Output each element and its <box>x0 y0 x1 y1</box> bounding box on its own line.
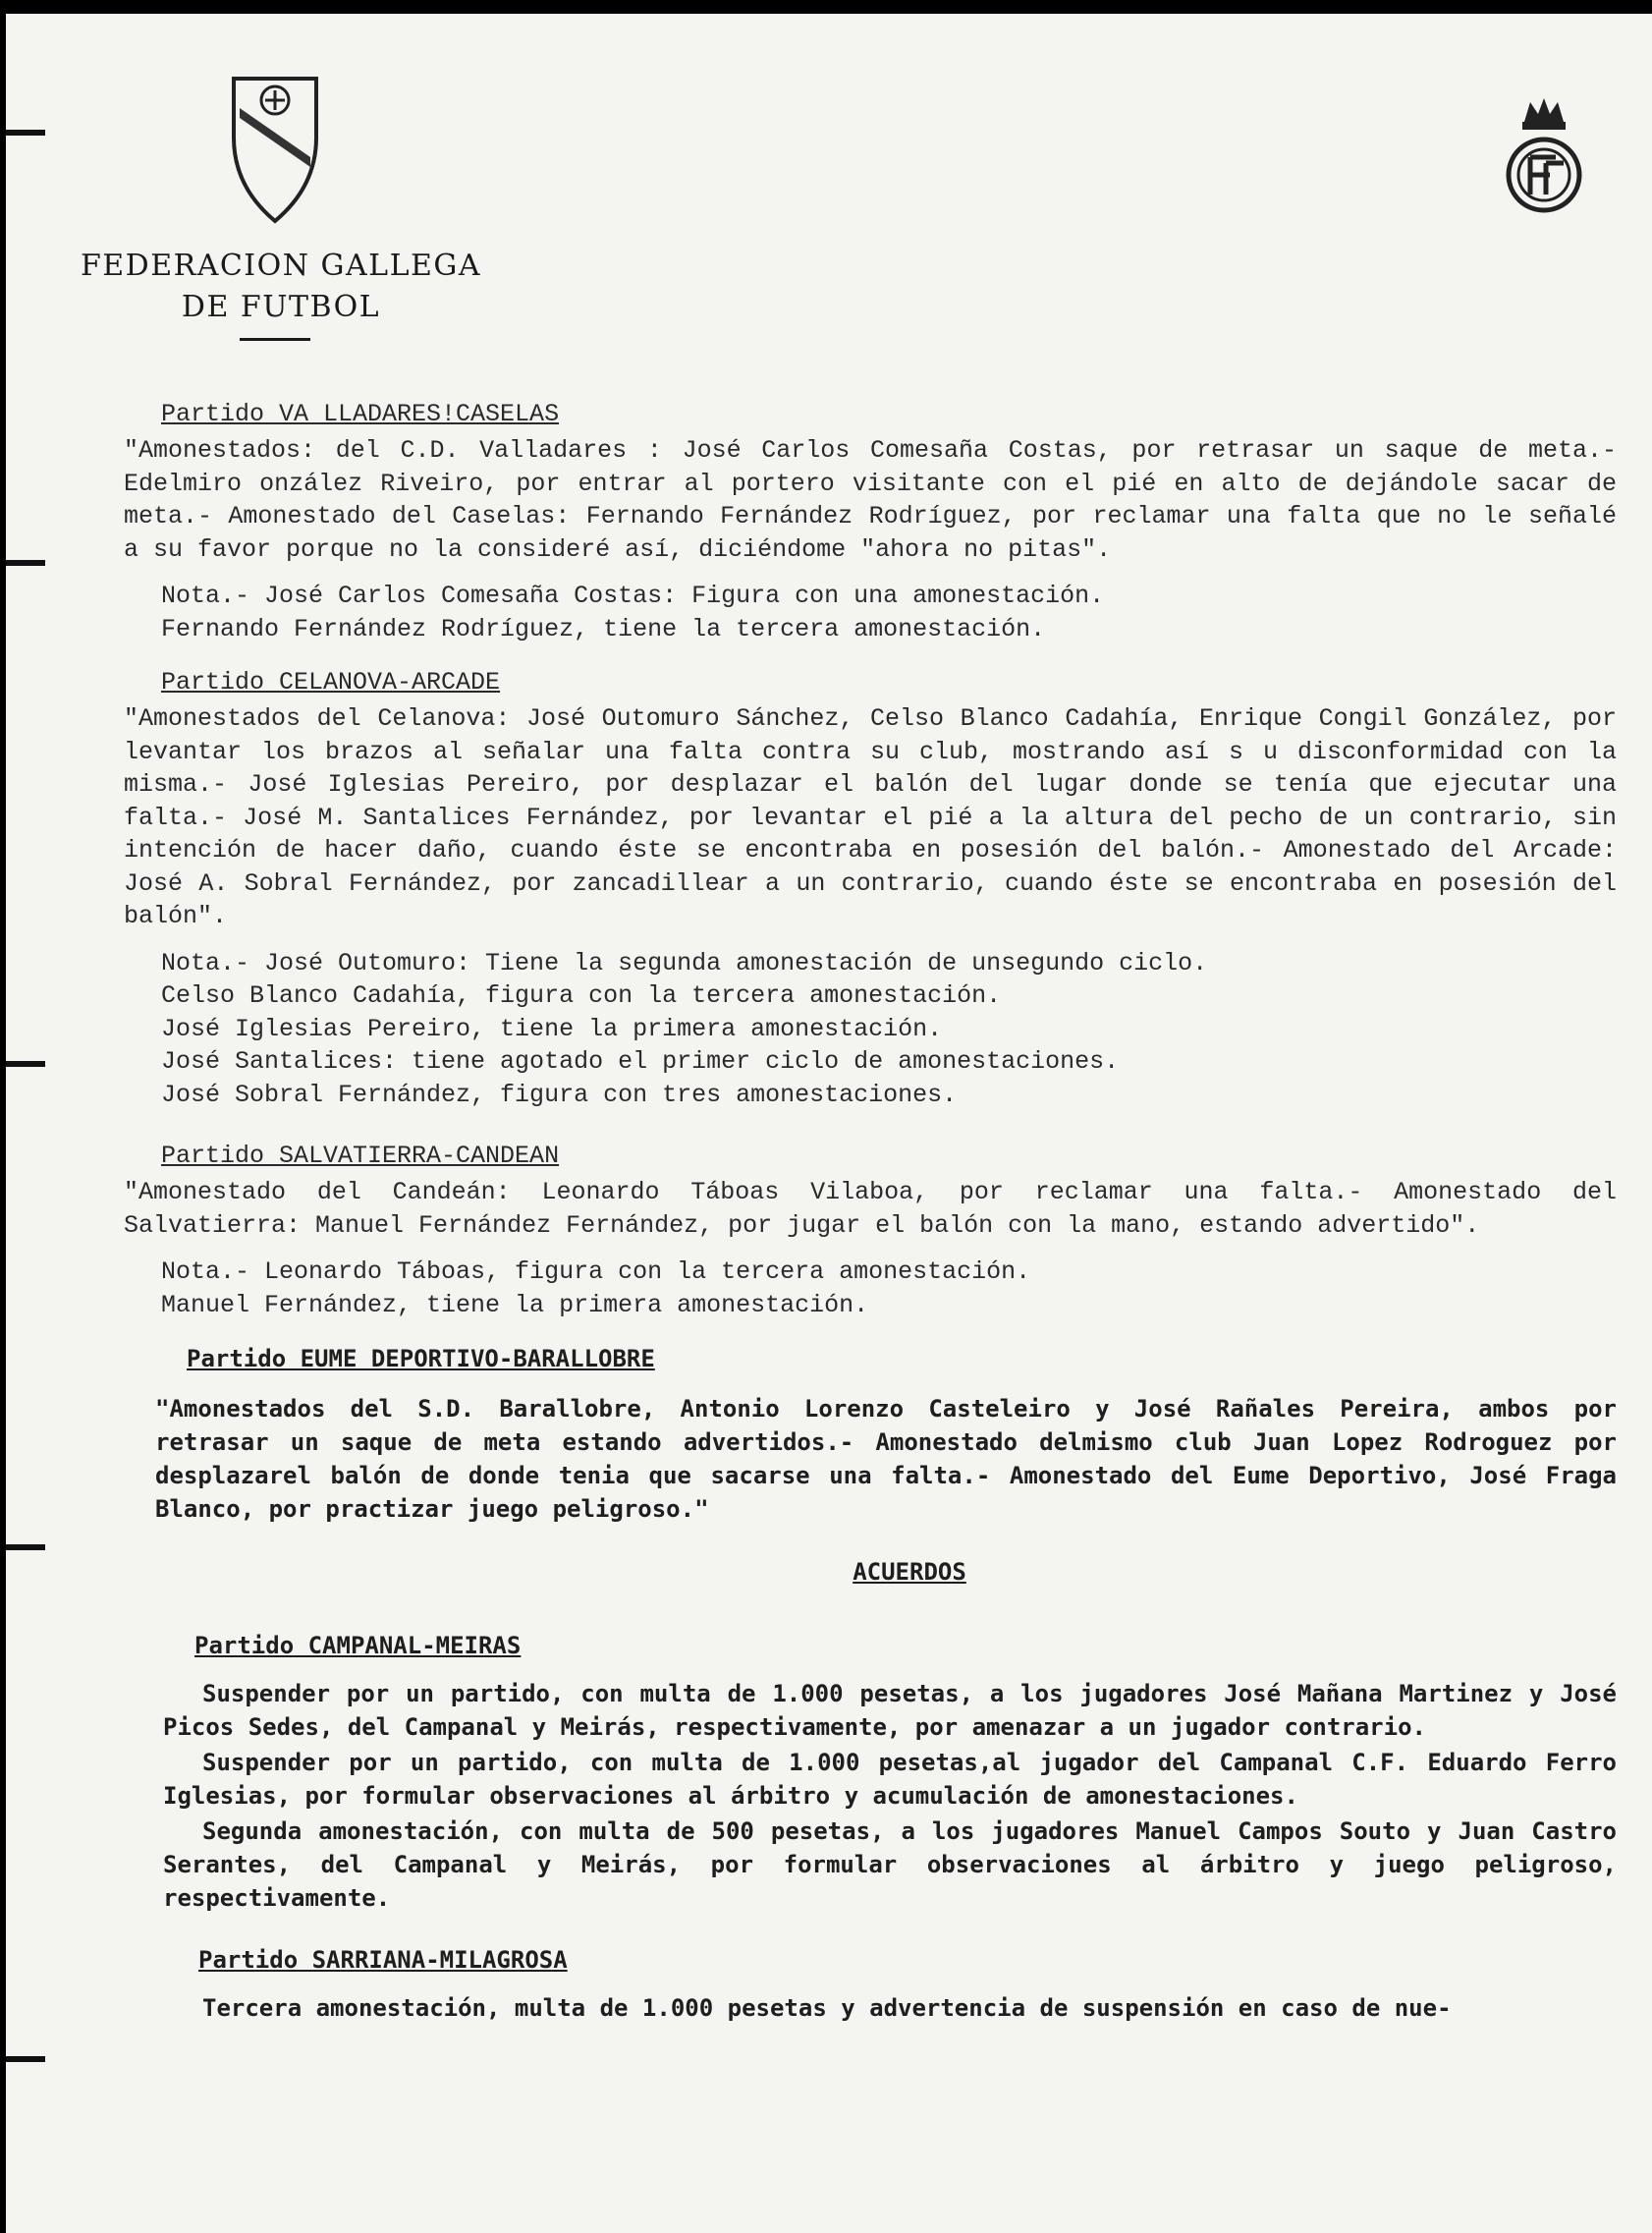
binder-hole <box>6 2056 45 2062</box>
acuerdo-paragraph: Segunda amonestación, con multa de 500 pesetas, a los jugadores Manuel Campos Souto y Juan Castro Serantes, del Campanal y Meirás, por formular observaciones al árbitro y juego peligroso, respectivamente. <box>163 1817 1617 1912</box>
acuerdo-paragraph: Suspender por un partido, con multa de 1.000 pesetas, a los jugadores José Mañana Martinez y José Picos Sedes, del Campanal y Meirás, respectivamente, por amenazar a un jugador contrario. <box>163 1680 1617 1741</box>
section-salvatierra-candean <box>124 1139 1617 1321</box>
federation-name <box>75 246 487 328</box>
binder-hole <box>6 1061 45 1067</box>
binder-hole <box>6 560 45 566</box>
acuerdo-title: Partido CAMPANAL-MEIRAS <box>194 1632 522 1659</box>
federation-shield-logo <box>226 69 324 226</box>
document-page <box>6 14 1652 2233</box>
federation-name-line1: FEDERACION GALLEGA <box>80 249 482 283</box>
note-line: Manuel Fernández, tiene la primera amonestación. <box>161 1290 869 1319</box>
note-line: Celso Blanco Cadahía, figura con la tercera amonestación. <box>161 981 1002 1010</box>
note-line: Nota.- José Carlos Comesaña Costas: Figura con una amonestación. <box>161 582 1105 610</box>
typed-section-bold <box>124 1341 1617 2025</box>
document-body <box>124 397 1617 2025</box>
section-text: "Amonestado del Candeán: Leonardo Táboas Vilaboa, por reclamar una falta.- Amonestado del Salvatierra: Manuel Fernández Fernández, por jugar el balón con la mano, estando advertido". <box>124 1178 1617 1240</box>
acuerdo-paragraph: Tercera amonestación, multa de 1.000 pesetas y advertencia de suspensión en caso de nue- <box>202 1994 1452 2022</box>
note-line: José Sobral Fernández, figura con tres amonestaciones. <box>161 1080 958 1109</box>
section-notes <box>161 580 1617 645</box>
crown-emblem-logo <box>1495 92 1593 220</box>
acuerdo-campanal-meiras <box>124 1628 1617 1915</box>
section-valladares-caselas <box>124 397 1617 645</box>
section-title: Partido SALVATIERRA-CANDEAN <box>161 1142 560 1170</box>
acuerdo-paragraph: Suspender por un partido, con multa de 1.000 pesetas,al jugador del Campanal C.F. Eduardo Ferro Iglesias, por formular observaciones al árbitro y acumulación de amonestaciones. <box>163 1749 1617 1810</box>
note-line: Nota.- José Outomuro: Tiene la segunda amonestación de unsegundo ciclo. <box>161 948 1208 977</box>
section-title: Partido VA LLADARES!CASELAS <box>161 400 560 428</box>
binder-hole <box>6 130 45 136</box>
federation-name-line2: DE FUTBOL <box>181 290 381 324</box>
note-line: José Santalices: tiene agotado el primer ciclo de amonestaciones. <box>161 1047 1120 1076</box>
note-line: Fernando Fernández Rodríguez, tiene la tercera amonestación. <box>161 614 1046 643</box>
acuerdo-sarriana-milagrosa <box>124 1942 1617 2025</box>
section-notes <box>161 1256 1617 1321</box>
section-title: Partido EUME DEPORTIVO-BARALLOBRE <box>187 1345 655 1372</box>
section-notes <box>161 947 1617 1112</box>
section-text: "Amonestados del S.D. Barallobre, Antonio Lorenzo Casteleiro y José Rañales Pereira, ambos por retrasar un saque de meta estando advertidos.- Amonestado delmismo club Juan Lopez Rodroguez por desplazarel balón de donde tenia que sacarse una falta.- Amonestado del Eume Deportivo, José Fraga Blanco, por practizar juego peligroso." <box>155 1395 1617 1523</box>
section-eume-barallobre <box>124 1341 1617 1526</box>
header-divider <box>240 338 310 341</box>
section-title: Partido CELANOVA-ARCADE <box>161 668 501 697</box>
section-text: "Amonestados: del C.D. Valladares : José Carlos Comesaña Costas, por retrasar un saque de meta.- Edelmiro onzález Riveiro, por entrar al portero visitante con el pié en alto de dejándole sacar de meta.- Amonestado del Caselas: Fernando Fernández Rodríguez, por reclamar una falta que no le señalé a su favor porque no la consideré así, diciéndome "ahora no pitas". <box>124 436 1617 564</box>
acuerdo-title: Partido SARRIANA-MILAGROSA <box>198 1946 568 1974</box>
section-text: "Amonestados del Celanova: José Outomuro Sánchez, Celso Blanco Cadahía, Enrique Congil González, por levantar los brazos al señalar una falta contra su club, mostrando así s u disconformidad con la misma.- José Iglesias Pereiro, por desplazar el balón del lugar donde se tenía que ejecutar una falta.- José M. Santalices Fernández, por levantar el pié a la altura del pecho de un contrario, sin intención de hacer daño, cuando éste se encontraba en posesión del balón.- Amonestado del Arcade: José A. Sobral Fernández, por zancadillear a un contrario, cuando éste se encontraba en posesión del balón". <box>124 704 1617 930</box>
note-line: José Iglesias Pereiro, tiene la primera amonestación. <box>161 1014 943 1043</box>
acuerdos-heading: ACUERDOS <box>853 1558 966 1586</box>
note-line: Nota.- Leonardo Táboas, figura con la tercera amonestación. <box>161 1257 1031 1286</box>
binder-hole <box>6 1544 45 1550</box>
section-celanova-arcade <box>124 665 1617 1111</box>
